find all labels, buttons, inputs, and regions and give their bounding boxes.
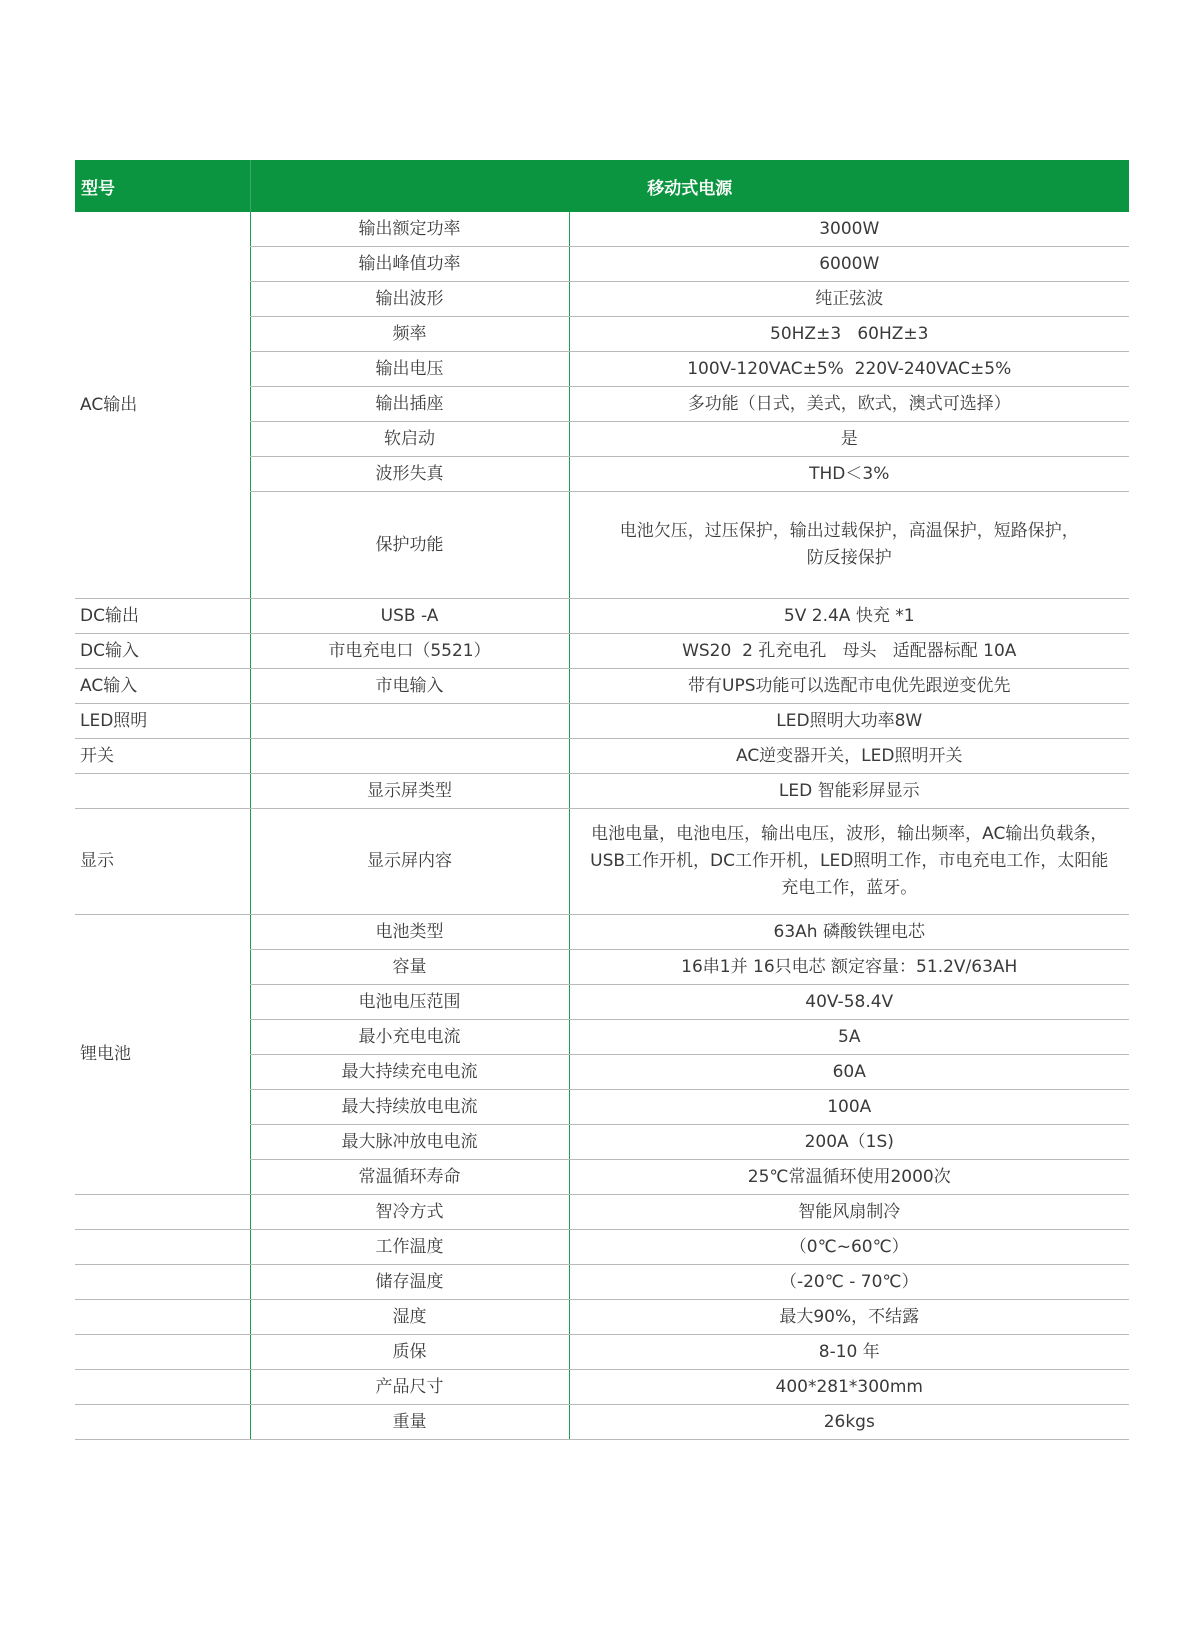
- param-label: 湿度: [250, 1300, 569, 1335]
- group-label: LED照明: [75, 704, 250, 739]
- param-label: 智冷方式: [250, 1195, 569, 1230]
- param-value: WS20 2 孔充电孔 母头 适配器标配 10A: [569, 634, 1129, 669]
- param-value: 100A: [569, 1090, 1129, 1125]
- param-label: 软启动: [250, 422, 569, 457]
- param-value: 带有UPS功能可以选配市电优先跟逆变优先: [569, 669, 1129, 704]
- param-value: （0℃~60℃）: [569, 1230, 1129, 1265]
- spec-table: [75, 160, 1129, 1440]
- param-label: 市电充电口（5521）: [250, 634, 569, 669]
- group-label: [75, 1230, 250, 1265]
- param-label: 输出额定功率: [250, 212, 569, 247]
- param-value: 25℃常温循环使用2000次: [569, 1160, 1129, 1195]
- param-value: 8-10 年: [569, 1335, 1129, 1370]
- param-label: 工作温度: [250, 1230, 569, 1265]
- param-label: 常温循环寿命: [250, 1160, 569, 1195]
- param-value: 400*281*300mm: [569, 1370, 1129, 1405]
- param-value: 60A: [569, 1055, 1129, 1090]
- param-label: 储存温度: [250, 1265, 569, 1300]
- param-label: 输出波形: [250, 282, 569, 317]
- param-value: 100V-120VAC±5% 220V-240VAC±5%: [569, 352, 1129, 387]
- param-value: LED照明大功率8W: [569, 704, 1129, 739]
- table-row: [75, 1195, 1129, 1230]
- param-label: 市电输入: [250, 669, 569, 704]
- param-label: 输出电压: [250, 352, 569, 387]
- table-row: [75, 809, 1129, 915]
- param-label: 最小充电电流: [250, 1020, 569, 1055]
- group-label: 显示: [75, 809, 250, 915]
- param-value: 纯正弦波: [569, 282, 1129, 317]
- table-row: [75, 774, 1129, 809]
- param-value: 电池欠压，过压保护，输出过载保护，高温保护，短路保护， 防反接保护: [569, 492, 1129, 599]
- table-row: [75, 915, 1129, 950]
- table-row: [75, 669, 1129, 704]
- param-label: 产品尺寸: [250, 1370, 569, 1405]
- param-label: 显示屏内容: [250, 809, 569, 915]
- param-label: 最大脉冲放电电流: [250, 1125, 569, 1160]
- table-row: [75, 212, 1129, 247]
- param-value: 50HZ±3 60HZ±3: [569, 317, 1129, 352]
- group-label: [75, 1335, 250, 1370]
- group-label: [75, 1300, 250, 1335]
- param-label: 输出插座: [250, 387, 569, 422]
- table-row: [75, 1370, 1129, 1405]
- param-value: AC逆变器开关，LED照明开关: [569, 739, 1129, 774]
- group-label: DC输入: [75, 634, 250, 669]
- param-label: 容量: [250, 950, 569, 985]
- param-label: 质保: [250, 1335, 569, 1370]
- model-label: 型号: [75, 160, 250, 212]
- param-value: 多功能（日式，美式，欧式，澳式可选择）: [569, 387, 1129, 422]
- table-header-row: [75, 160, 1129, 212]
- group-label: AC输出: [75, 212, 250, 599]
- table-row: [75, 599, 1129, 634]
- table-row: [75, 1300, 1129, 1335]
- param-label: 输出峰值功率: [250, 247, 569, 282]
- param-label: [250, 704, 569, 739]
- table-row: [75, 1265, 1129, 1300]
- param-value: THD＜3%: [569, 457, 1129, 492]
- param-value: 5V 2.4A 快充 *1: [569, 599, 1129, 634]
- group-label: AC输入: [75, 669, 250, 704]
- group-label: [75, 1405, 250, 1440]
- group-label: 开关: [75, 739, 250, 774]
- table-row: [75, 739, 1129, 774]
- group-label: [75, 1370, 250, 1405]
- table-row: [75, 1405, 1129, 1440]
- table-row: [75, 634, 1129, 669]
- table-row: [75, 1335, 1129, 1370]
- param-value: 40V-58.4V: [569, 985, 1129, 1020]
- param-value: 26kgs: [569, 1405, 1129, 1440]
- param-label: USB -A: [250, 599, 569, 634]
- param-label: 最大持续充电电流: [250, 1055, 569, 1090]
- param-label: 显示屏类型: [250, 774, 569, 809]
- param-label: 频率: [250, 317, 569, 352]
- param-value: 5A: [569, 1020, 1129, 1055]
- param-value: （-20℃ - 70℃）: [569, 1265, 1129, 1300]
- group-label: [75, 1195, 250, 1230]
- param-label: 波形失真: [250, 457, 569, 492]
- param-value: 电池电量，电池电压，输出电压，波形，输出频率，AC输出负载条， USB工作开机，DC工作开机，LED照明工作，市电充电工作，太阳能 充电工作，蓝牙。: [569, 809, 1129, 915]
- group-label: [75, 1265, 250, 1300]
- param-value: 63Ah 磷酸铁锂电芯: [569, 915, 1129, 950]
- param-value: LED 智能彩屏显示: [569, 774, 1129, 809]
- param-value: 3000W: [569, 212, 1129, 247]
- param-label: 重量: [250, 1405, 569, 1440]
- param-value: 16串1并 16只电芯 额定容量：51.2V/63AH: [569, 950, 1129, 985]
- group-label: DC输出: [75, 599, 250, 634]
- product-name: 移动式电源: [250, 160, 1129, 212]
- param-value: 6000W: [569, 247, 1129, 282]
- table-row: [75, 704, 1129, 739]
- param-value: 是: [569, 422, 1129, 457]
- param-value: 最大90%，不结露: [569, 1300, 1129, 1335]
- table-row: [75, 1230, 1129, 1265]
- param-label: [250, 739, 569, 774]
- group-label: 锂电池: [75, 915, 250, 1195]
- group-label: [75, 774, 250, 809]
- param-label: 电池类型: [250, 915, 569, 950]
- param-value: 200A（1S): [569, 1125, 1129, 1160]
- param-value: 智能风扇制冷: [569, 1195, 1129, 1230]
- param-label: 最大持续放电电流: [250, 1090, 569, 1125]
- param-label: 保护功能: [250, 492, 569, 599]
- param-label: 电池电压范围: [250, 985, 569, 1020]
